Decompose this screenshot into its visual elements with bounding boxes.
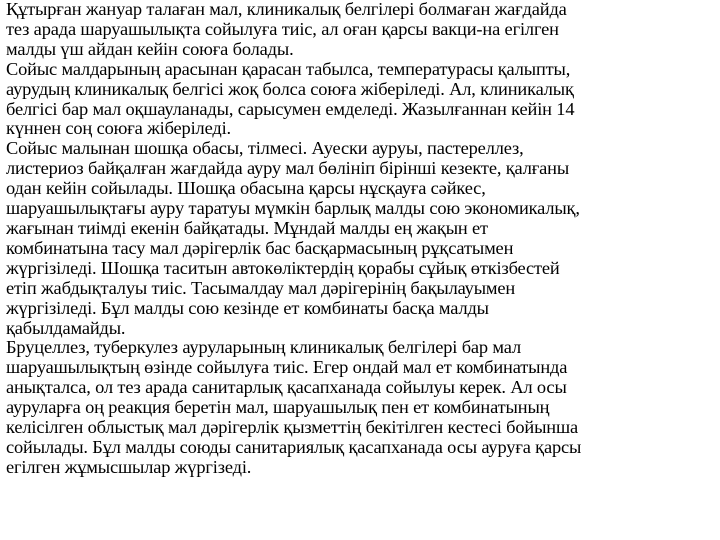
paragraph-line: Сойыс малдарының арасынан қарасан табылса, температурасы қалыпты, (6, 59, 571, 79)
paragraph-line: Құтырған жануар талаған мал, клиникалық белгілері болмаған жағдайда (6, 0, 567, 19)
paragraph-line: қабылдамайды. (6, 318, 126, 338)
paragraph-line: сойылады. Бұл малды союды санитариялық қасапханада осы ауруға қарсы (6, 437, 582, 457)
paragraph-line: тез арада шаруашылықта сойылуға тиіс, ал оған қарсы вакци-на егілген (6, 19, 559, 39)
paragraph-line: комбинатына тасу мал дәрігерлік бас басқармасының рұқсатымен (6, 238, 514, 258)
paragraph-line: егілген жұмысшылар жүргізеді. (6, 457, 252, 477)
paragraph-line: ауруларға оң реакция беретін мал, шаруашылық пен ет комбинатының (6, 398, 550, 418)
paragraph-line: жүргізіледі. Бұл малды сою кезінде ет комбинаты басқа малды (6, 298, 489, 318)
paragraph-line: күннен соң союға жіберіледі. (6, 119, 231, 139)
paragraph-line: Бруцеллез, туберкулез ауруларының клиникалық белгілері бар мал (6, 338, 521, 358)
paragraph-1 (6, 0, 714, 60)
paragraph-line: Сойыс малынан шошқа обасы, тілмесі. Ауески ауруы, пастереллез, (6, 139, 524, 159)
paragraph-line: малды үш айдан кейін союға болады. (6, 39, 294, 59)
paragraph-line: етіп жабдықталуы тиіс. Тасымалдау мал дәрігерінің бақылауымен (6, 278, 516, 298)
paragraph-3 (6, 139, 714, 338)
paragraph-line: белгісі бар мал оқшауланады, сарысумен емделеді. Жазылғаннан кейін 14 (6, 99, 575, 119)
paragraph-line: аурудың клиникалық белгісі жоқ болса союға жіберіледі. Ал, клиникалық (6, 79, 574, 99)
paragraph-line: анықталса, ол тез арада санитарлық қасапханада сойылуы керек. Ал осы (6, 378, 567, 398)
paragraph-line: одан кейін сойылады. Шошқа обасына қарсы нұсқауға сәйкес, (6, 179, 486, 199)
paragraph-2 (6, 60, 714, 140)
paragraph-line: листериоз байқалған жағдайда ауру мал бөлініп бірінші кезекте, қалғаны (6, 159, 570, 179)
paragraph-list (6, 0, 714, 478)
paragraph-line: жүргізіледі. Шошқа таситын автокөліктердің қорабы сұйық өткізбестей (6, 258, 560, 278)
paragraph-4 (6, 338, 714, 477)
paragraph-line: жағынан тиімді екенін байқатады. Мұндай малды ең жақын ет (6, 218, 488, 238)
paragraph-line: шаруашылықтың өзінде сойылуға тиіс. Егер ондай мал ет комбинатында (6, 358, 568, 378)
paragraph-line: келісілген облыстық мал дәрігерлік қызметтің бекітілген кестесі бойынша (6, 418, 578, 438)
paragraph-line: шаруашылықтағы ауру таратуы мүмкін барлық малды сою экономикалық, (6, 199, 580, 219)
